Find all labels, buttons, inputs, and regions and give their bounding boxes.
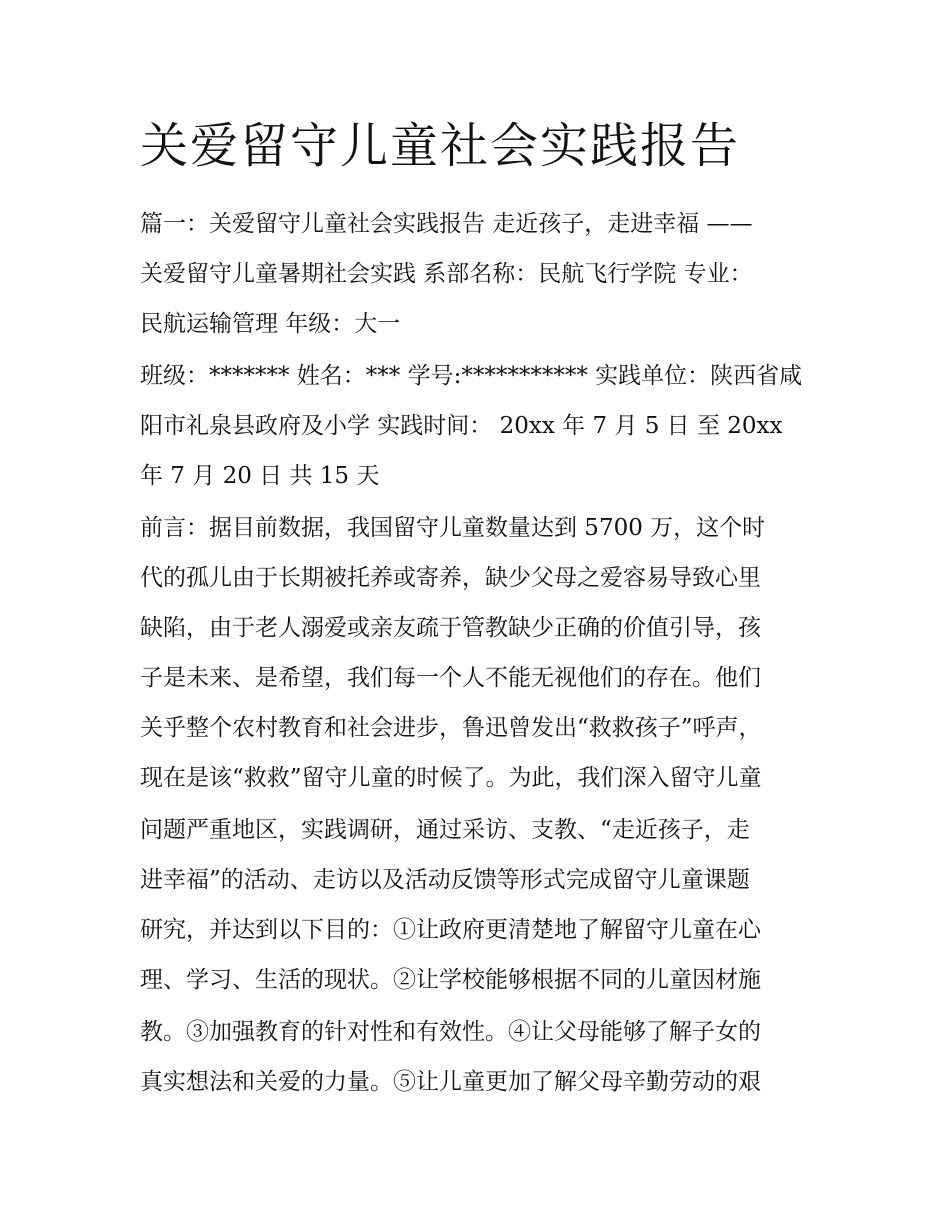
document-title: 关爱留守儿童社会实践报告 bbox=[140, 118, 741, 174]
text-line: 班级：******* 姓名：*** 学号:*********** 实践单位：陕西省咸 bbox=[140, 363, 803, 389]
text-line: 缺陷，由于老人溺爱或亲友疏于管教缺少正确的价值引导，孩 bbox=[140, 615, 761, 641]
text-line: 前言：据目前数据，我国留守儿童数量达到 5700 万，这个时 bbox=[140, 515, 766, 541]
text-line: 年 7 月 20 日 共 15 天 bbox=[140, 463, 380, 489]
text-line: 阳市礼泉县政府及小学 实践时间： 20xx 年 7 月 5 日 至 20xx bbox=[140, 413, 783, 439]
text-line: 关爱留守儿童暑期社会实践 系部名称：民航飞行学院 专业： bbox=[140, 261, 753, 287]
text-line: 进幸福”的活动、走访以及活动反馈等形式完成留守儿童课题 bbox=[140, 867, 750, 893]
text-line: 研究，并达到以下目的：①让政府更清楚地了解留守儿童在心 bbox=[140, 917, 761, 943]
text-line: 真实想法和关爱的力量。⑤让儿童更加了解父母辛勤劳动的艰 bbox=[140, 1069, 761, 1095]
text-line: 理、学习、生活的现状。②让学校能够根据不同的儿童因材施 bbox=[140, 967, 761, 993]
text-line: 子是未来、是希望，我们每一个人不能无视他们的存在。他们 bbox=[140, 665, 761, 691]
text-line: 代的孤儿由于长期被托养或寄养，缺少父母之爱容易导致心里 bbox=[140, 565, 761, 591]
text-line: 关乎整个农村教育和社会进步，鲁迅曾发出“救救孩子”呼声， bbox=[140, 715, 762, 741]
text-line: 民航运输管理 年级：大一 bbox=[140, 311, 401, 337]
text-line: 问题严重地区，实践调研，通过采访、支教、“走近孩子，走 bbox=[140, 817, 750, 843]
text-line: 教。③加强教育的针对性和有效性。④让父母能够了解子女的 bbox=[140, 1019, 761, 1045]
text-line: 篇一：关爱留守儿童社会实践报告 走近孩子，走进幸福 —— bbox=[140, 211, 753, 237]
text-line: 现在是该“救救”留守儿童的时候了。为此，我们深入留守儿童 bbox=[140, 765, 762, 791]
